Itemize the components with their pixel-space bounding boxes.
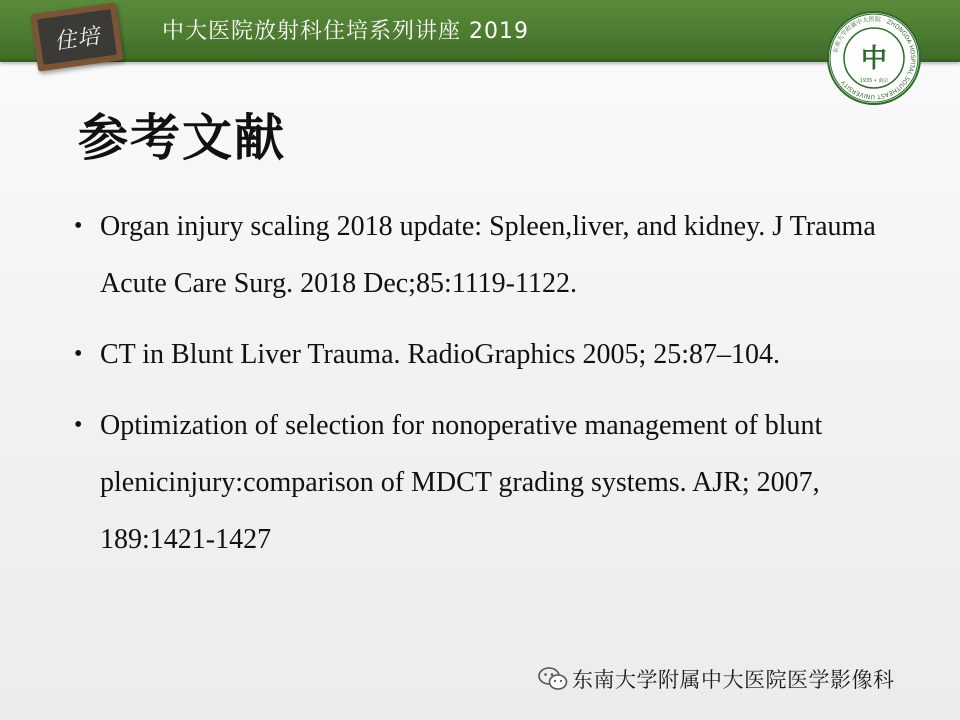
logo-center-glyph: 中 bbox=[860, 44, 888, 74]
reference-list bbox=[72, 198, 902, 582]
bullet-icon: • bbox=[74, 213, 83, 239]
footer-text: 东南大学附属中大医院医学影像科 bbox=[572, 668, 895, 692]
reference-item bbox=[72, 198, 902, 312]
bullet-icon: • bbox=[74, 341, 83, 367]
wechat-icon bbox=[538, 666, 568, 692]
logo-ring-text: 东南大学附属中大医院 · ZHONGDA HOSPITAL SOUTHEAST UNIVERSITY bbox=[832, 15, 917, 101]
footer-watermark bbox=[538, 664, 895, 694]
bullet-icon: • bbox=[74, 412, 83, 438]
header-bar bbox=[0, 0, 960, 62]
badge-text: 住培 bbox=[52, 23, 102, 55]
logo-year: 1935 • 南京 bbox=[859, 78, 889, 84]
header-title: 中大医院放射科住培系列讲座 2019 bbox=[162, 19, 529, 44]
reference-item bbox=[72, 397, 902, 568]
reference-item bbox=[72, 326, 902, 383]
reference-text: Optimization of selection for nonoperative management of blunt plenicinjury:comparison of MDCT grading systems. AJR; 2007, 189:1421-1427 bbox=[100, 410, 823, 555]
badge-chalkboard-inner bbox=[37, 9, 117, 65]
reference-text: CT in Blunt Liver Trauma. RadioGraphics 2005; 25:87–104. bbox=[100, 339, 781, 370]
hospital-seal-icon bbox=[826, 10, 922, 106]
slide-title: 参考文献 bbox=[78, 109, 286, 167]
reference-text: Organ injury scaling 2018 update: Spleen,liver, and kidney. J Trauma Acute Care Surg. 2018 Dec;85:1119-1122. bbox=[100, 211, 876, 299]
badge-chalkboard bbox=[30, 2, 123, 71]
